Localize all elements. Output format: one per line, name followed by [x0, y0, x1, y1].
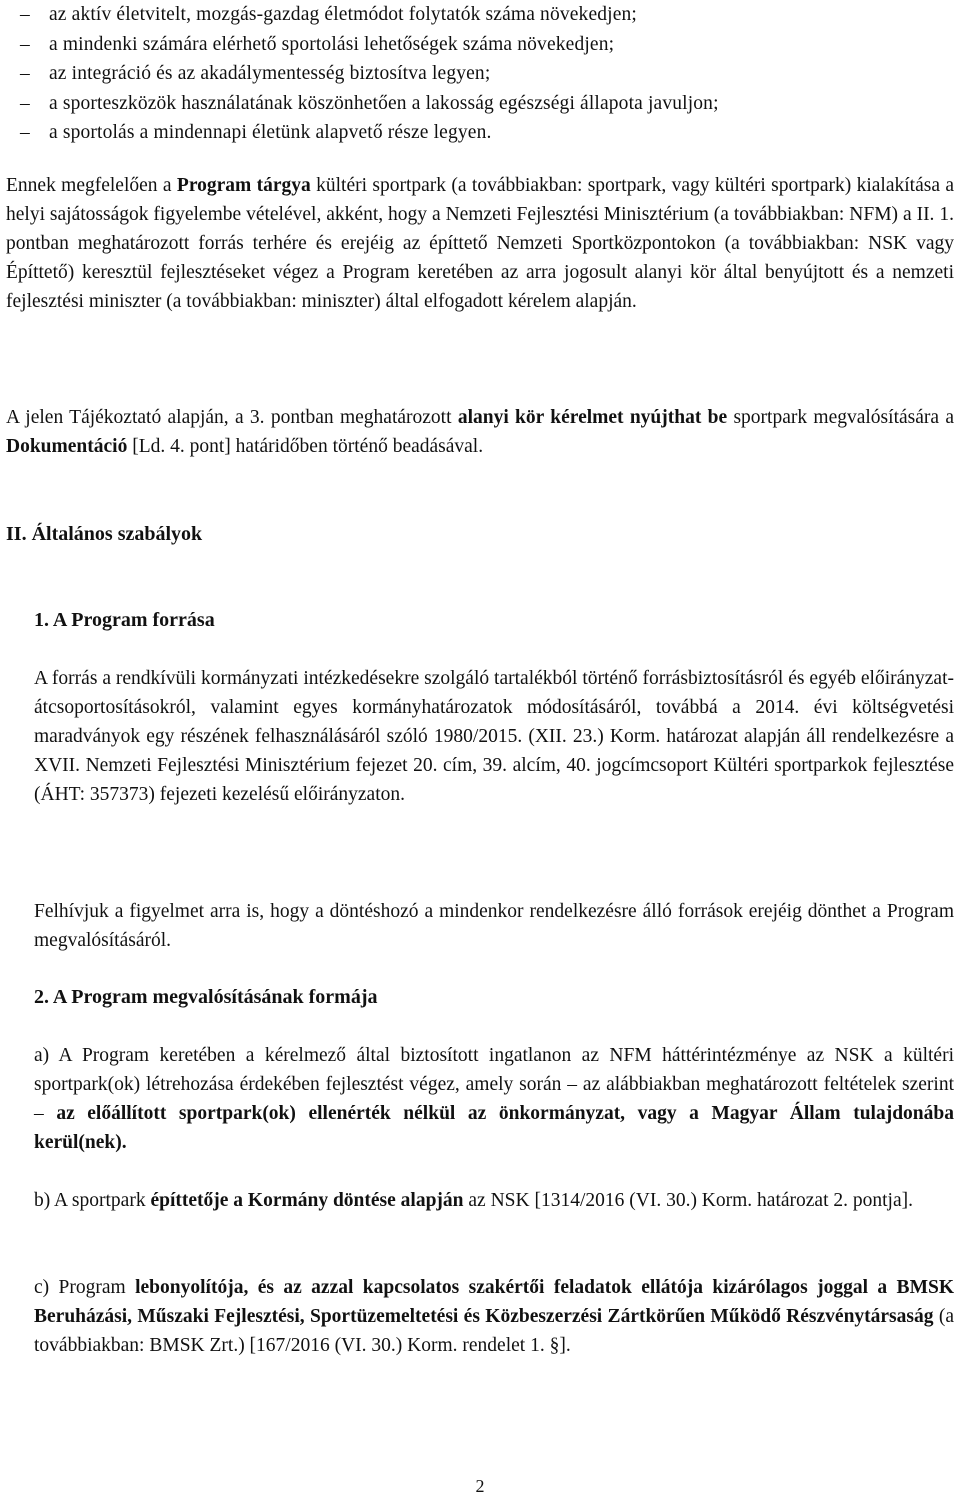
point-c-paragraph — [34, 1273, 954, 1360]
list-item — [20, 118, 940, 148]
dash-marker: – — [20, 63, 30, 84]
bold-run: építtetője a Kormány döntése alapján — [150, 1190, 464, 1211]
point-b-paragraph — [34, 1186, 954, 1215]
dash-marker: – — [20, 92, 30, 114]
list-item — [20, 30, 940, 60]
bold-run: lebonyolítója, és az azzal kapcsolatos szakértői feladatok ellátója kizárólagos joggal a BMSK Beruházási, Műszaki Fejlesztési, Sportüzemeltetési és Közbeszerzési Zártkörűen Működő Részvénytársaság — [34, 1277, 954, 1327]
list-item — [20, 0, 940, 30]
dash-marker: – — [20, 122, 30, 143]
section-heading: II. Általános szabályok — [6, 523, 203, 545]
text-run: az NSK [1314/2016 (VI. 30.) Korm. határozat 2. pontja]. — [463, 1190, 913, 1211]
text-run: b) A sportpark — [34, 1190, 151, 1211]
text-run: A jelen Tájékoztató alapján, a 3. pontban meghatározott — [6, 407, 458, 428]
text-run: a) A Program keretében a kérelmező által biztosított ingatlanon az NFM háttérintézménye az NSK a kültéri sportpark(ok) létrehozása érdekében fejlesztést végez, amely során – az alábbiakban meghatározott feltételek szerint – — [34, 1045, 954, 1124]
dash-marker: – — [20, 4, 30, 25]
bold-run: Program tárgya — [176, 175, 311, 196]
page-number: 2 — [475, 1476, 485, 1496]
text-run: sportpark megvalósítására a — [727, 407, 954, 428]
funding-source-paragraph: A forrás a rendkívüli kormányzati intézkedésekre szolgáló tartalékból történő forrásbiztosításról és egyéb előirányzat-átcsoportosításokról, valamint egyes kormányhatározatok módosításáról, továbbá a 2014. évi költségvetési maradványok egy részének felhasználásáról szóló 1980/2015. (XII. 23.) Korm. határozat alapján áll rendelkezésre a XVII. Nemzeti Fejlesztési Minisztérium fejezet 20. cím, 39. alcím, 40. jogcímcsoport Kültéri sportparkok fejlesztése (ÁHT: 357373) fejezeti kezelésű előirányzaton. — [34, 668, 954, 805]
text-run: [Ld. 4. pont] határidőben történő beadásával. — [127, 436, 484, 457]
goal-bullet-list — [20, 0, 940, 148]
text-run: kültéri sportpark (a továbbiakban: sportpark, vagy kültéri sportpark) kialakítása a helyi sajátosságok figyelembe vételével, akként, hogy a Nemzeti Fejlesztési Minisztérium (a továbbiakban: NFM) a II. 1. pontban meghatározott forrás terhére és erejéig az építtető Nemzeti Sportközpontokon (a továbbiakban: NSK vagy Építtető) keresztül fejlesztéseket végez a Program keretében az arra jogosult alanyi kör által benyújtott és a nemzeti fejlesztési miniszter (a továbbiakban: miniszter) által elfogadott kérelem alapján. — [6, 175, 954, 312]
list-item-text: a sportolás a mindennapi életünk alapvető része legyen. — [49, 122, 492, 143]
program-subject-paragraph — [6, 171, 954, 316]
list-item-text: az integráció és az akadálymentesség biztosítva legyen; — [49, 63, 491, 84]
dash-marker: – — [20, 33, 30, 55]
text-run: (a továbbiakban: BMSK Zrt.) [167/2016 (VI. 30.) Korm. rendelet 1. §]. — [34, 1306, 954, 1356]
subsection-heading-source: 1. A Program forrása — [34, 609, 215, 631]
list-item — [20, 89, 940, 119]
notice-paragraph: Felhívjuk a figyelmet arra is, hogy a döntéshozó a mindenkor rendelkezésre álló források erejéig dönthet a Program megvalósításáról. — [34, 901, 954, 951]
list-item-text: az aktív életvitelt, mozgás-gazdag életmódot folytatók száma növekedjen; — [49, 4, 638, 25]
text-run: c) Program — [34, 1277, 136, 1298]
list-item-text: a sporteszközök használatának köszönhetően a lakosság egészségi állapota javuljon; — [49, 92, 719, 114]
eligibility-paragraph — [6, 403, 954, 461]
list-item — [20, 59, 940, 89]
text-run: Ennek megfelelően a — [6, 175, 177, 196]
subsection-heading-form: 2. A Program megvalósításának formája — [34, 986, 378, 1008]
bold-run: az előállított sportpark(ok) ellenérték nélkül az önkormányzat, vagy a Magyar Állam tulajdonába kerül(nek). — [34, 1103, 955, 1153]
bold-run: Dokumentáció — [6, 436, 128, 457]
bold-run: alanyi kör kérelmet nyújthat be — [457, 407, 728, 428]
list-item-text: a mindenki számára elérhető sportolási lehetőségek száma növekedjen; — [49, 33, 615, 55]
point-a-paragraph — [34, 1041, 954, 1157]
